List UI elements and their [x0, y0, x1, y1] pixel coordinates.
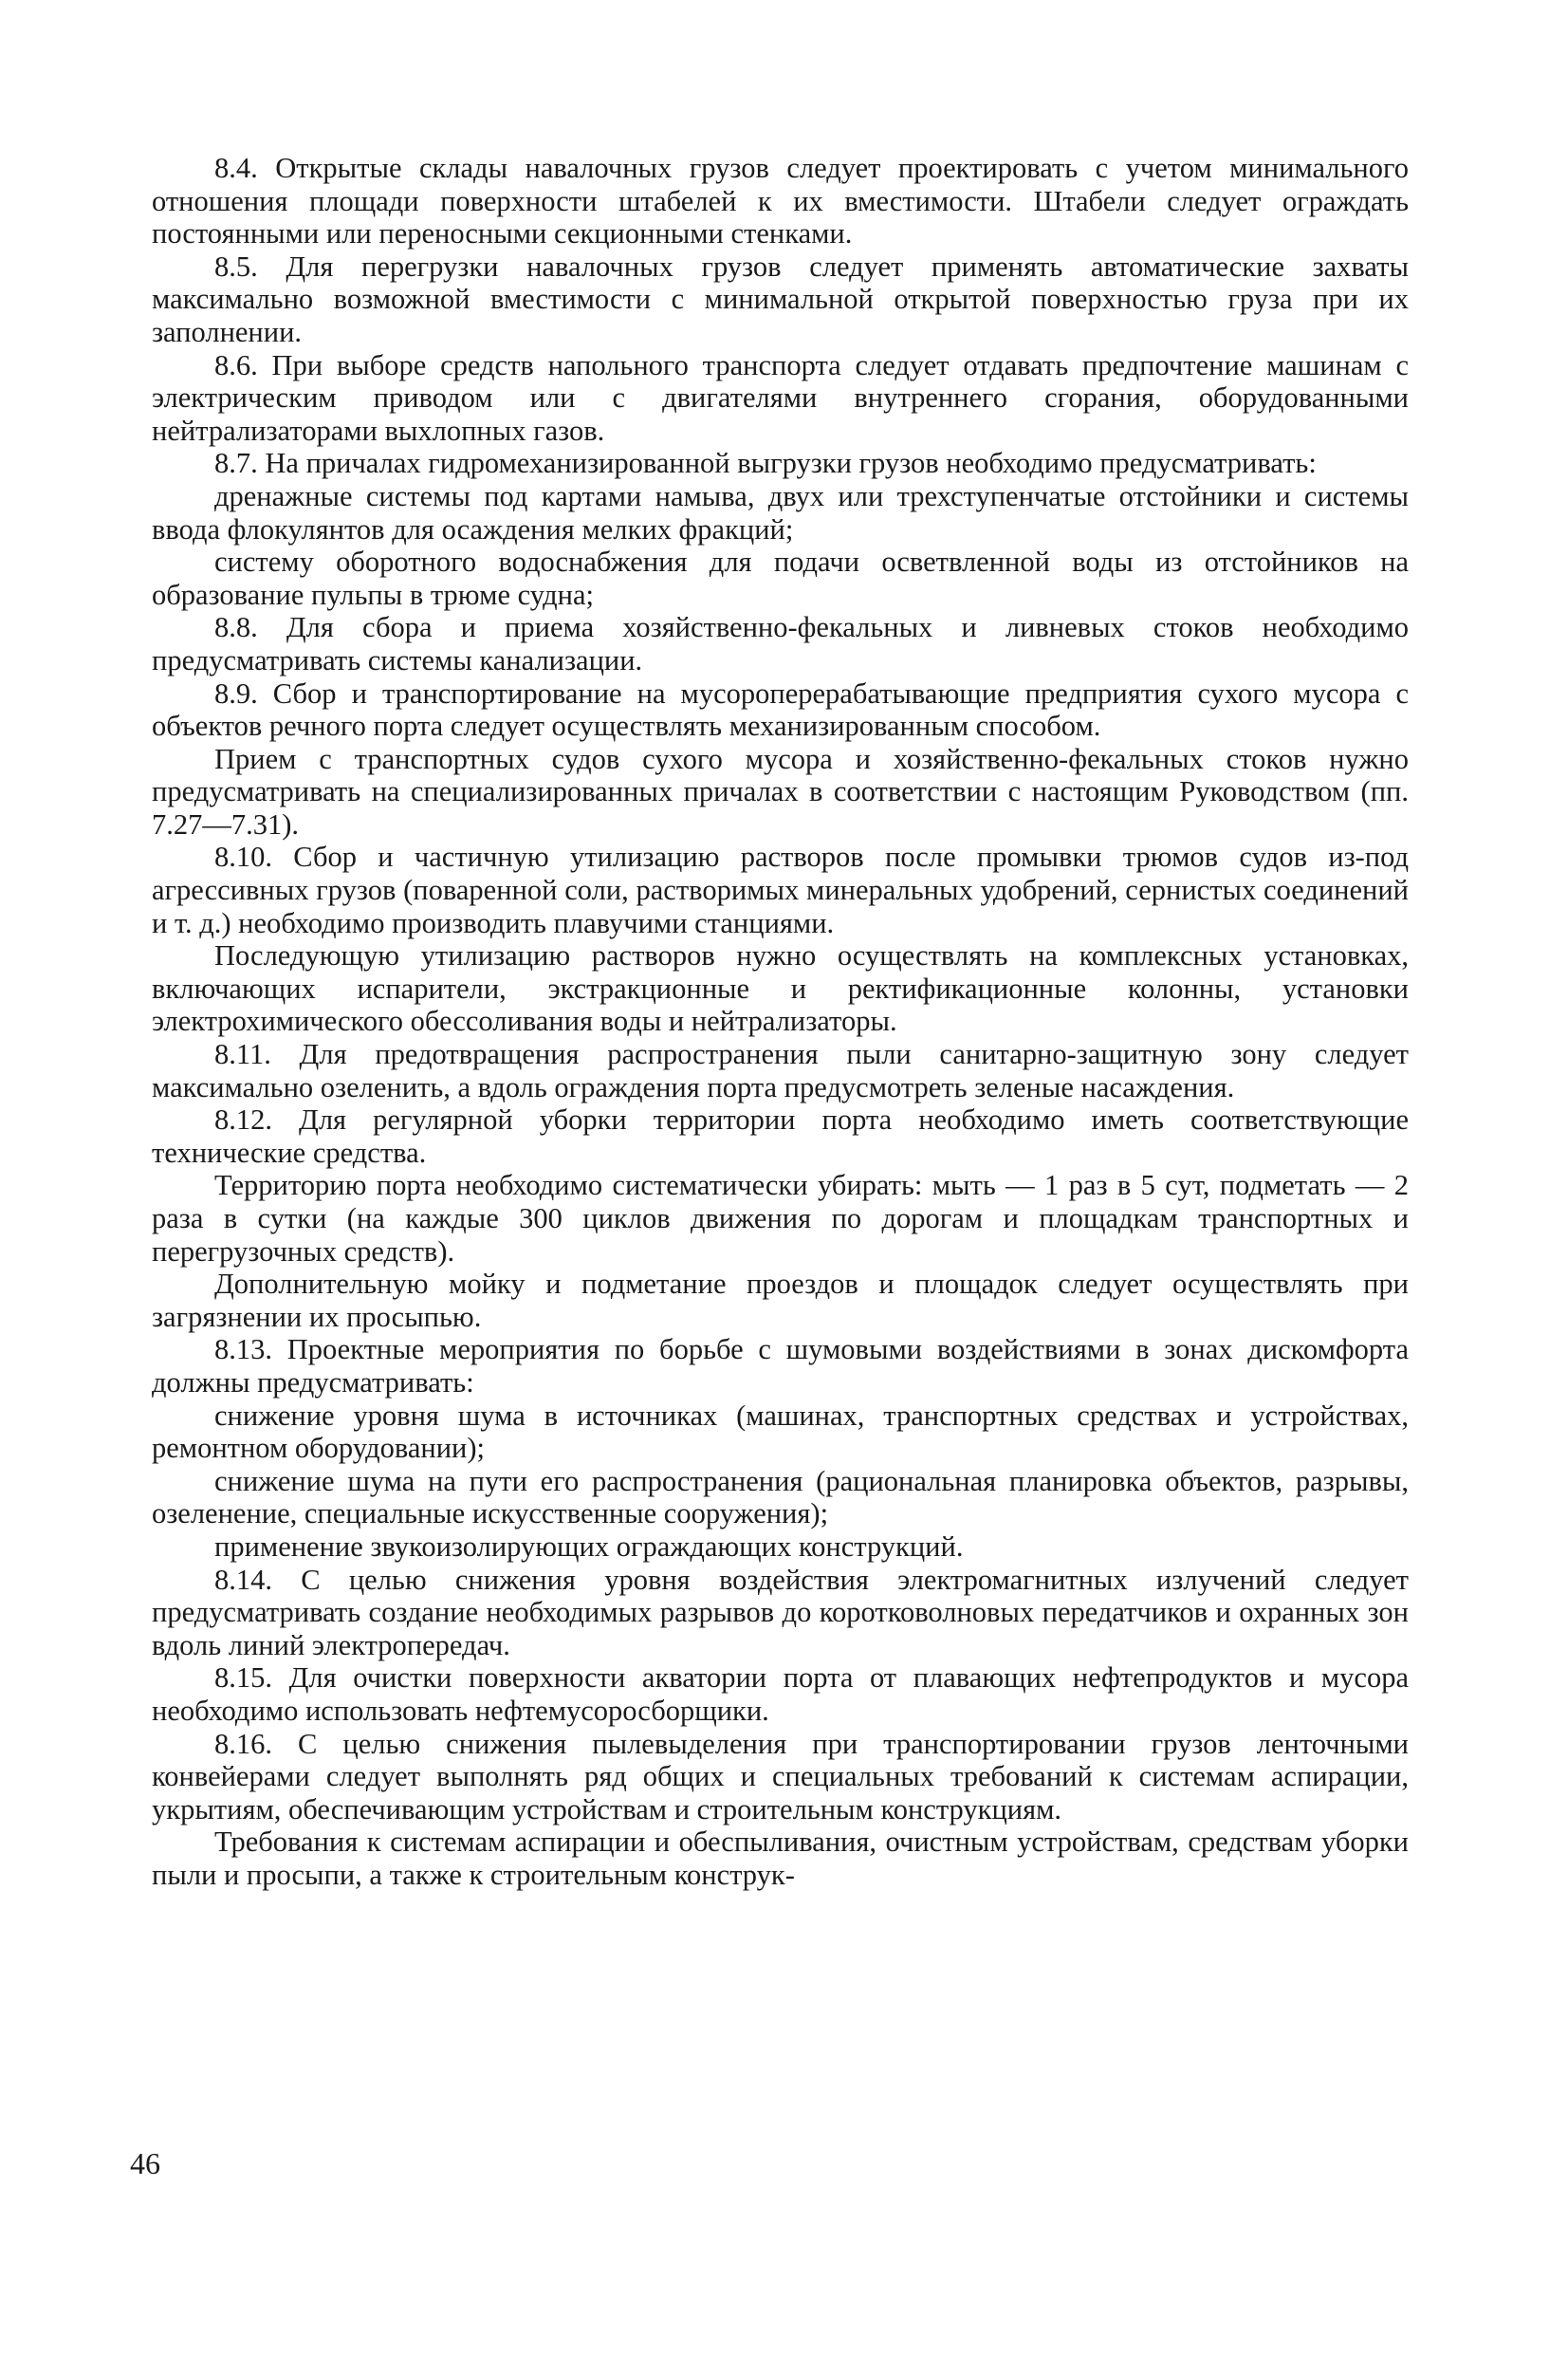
- paragraph-8-16: 8.16. С целью снижения пылевыделения при транспортировании грузов ленточными конвейерами следует выполнять ряд общих и специальных требований к системам аспирации, укрытиям, обеспечивающим устройствам и строительным конструкциям.: [152, 1727, 1409, 1826]
- paragraph-8-12-cleaning: Территорию порта необходимо систематически убирать: мыть — 1 раз в 5 сут, подметать — 2 раза в сутки (на каждые 300 циклов движения по дорогам и площадкам транспортных и перегрузочных средств).: [152, 1169, 1409, 1268]
- document-body: [152, 152, 1409, 1891]
- paragraph-8-14: 8.14. С целью снижения уровня воздействия электромагнитных излучений следует предусматривать создание необходимых разрывов до коротковолновых передатчиков и охранных зон вдоль линий электропередач.: [152, 1563, 1409, 1661]
- paragraph-8-13-item-3: применение звукоизолирующих ограждающих конструкций.: [214, 1529, 964, 1563]
- paragraph-8-7: 8.7. На причалах гидромеханизированной выгрузки грузов необходимо предусматривать:: [214, 447, 1317, 480]
- paragraph-8-13-item-2: снижение шума на пути его распространения (рациональная планировка объектов, разрывы, озеленение, специальные искусственные сооружения);: [152, 1464, 1409, 1530]
- paragraph-8-10-continued: Последующую утилизацию растворов нужно осуществлять на комплексных установках, включающих испарители, экстракционные и ректификационные колонны, установки электрохимического обессоливания воды и нейтрализаторы.: [152, 939, 1409, 1038]
- paragraph-8-9-continued: Прием с транспортных судов сухого мусора и хозяйственно-фекальных стоков нужно предусматривать на специализированных причалах в соответствии с настоящим Руководством (пп. 7.27—7.31).: [152, 742, 1409, 841]
- paragraph-8-16-continued: Требования к системам аспирации и обеспыливания, очистным устройствам, средствам уборки пыли и просыпи, а также к строительным конструк-: [152, 1826, 1409, 1891]
- paragraph-8-15: 8.15. Для очистки поверхности акватории порта от плавающих нефтепродуктов и мусора необходимо использовать нефтемусоросборщики.: [152, 1661, 1409, 1727]
- paragraph-8-4: 8.4. Открытые склады навалочных грузов следует проектировать с учетом минимального отношения площади поверхности штабелей к их вместимости. Штабели следует ограждать постоянными или переносными секционными стенками.: [152, 152, 1409, 250]
- paragraph-8-10: 8.10. Сбор и частичную утилизацию растворов после промывки трюмов судов из-под агрессивных грузов (поваренной соли, растворимых минеральных удобрений, сернистых соединений и т. д.) необходимо производить плавучими станциями.: [152, 841, 1409, 939]
- paragraph-8-5: 8.5. Для перегрузки навалочных грузов следует применять автоматические захваты максимально возможной вместимости с минимальной открытой поверхностью груза при их заполнении.: [152, 250, 1409, 348]
- paragraph-8-6: 8.6. При выборе средств напольного транспорта следует отдавать предпочтение машинам с электрическим приводом или с двигателями внутреннего сгорания, оборудованными нейтрализаторами выхлопных газов.: [152, 348, 1409, 447]
- page-number: 46: [130, 2146, 160, 2180]
- paragraph-8-12: 8.12. Для регулярной уборки территории порта необходимо иметь соответствующие технические средства.: [152, 1103, 1409, 1169]
- paragraph-8-11: 8.11. Для предотвращения распространения пыли санитарно-защитную зону следует максимально озеленить, а вдоль ограждения порта предусмотреть зеленые насаждения.: [152, 1038, 1409, 1103]
- paragraph-8-12-additional: Дополнительную мойку и подметание проездов и площадок следует осуществлять при загрязнении их просыпью.: [152, 1268, 1409, 1333]
- paragraph-8-13: 8.13. Проектные мероприятия по борьбе с шумовыми воздействиями в зонах дискомфорта должны предусматривать:: [152, 1333, 1409, 1399]
- paragraph-8-9: 8.9. Сбор и транспортирование на мусороперерабатывающие предприятия сухого мусора с объектов речного порта следует осуществлять механизированным способом.: [152, 677, 1409, 743]
- paragraph-8-7-item-1: дренажные системы под картами намыва, двух или трехступенчатые отстойники и системы ввода флокулянтов для осаждения мелких фракций;: [152, 479, 1409, 546]
- paragraph-8-8: 8.8. Для сбора и приема хозяйственно-фекальных и ливневых стоков необходимо предусматривать системы канализации.: [152, 611, 1409, 677]
- paragraph-8-7-item-2: систему оборотного водоснабжения для подачи осветвленной воды из отстойников на образование пульпы в трюме судна;: [152, 546, 1409, 611]
- paragraph-8-13-item-1: снижение уровня шума в источниках (машинах, транспортных средствах и устройствах, ремонтном оборудовании);: [152, 1399, 1409, 1465]
